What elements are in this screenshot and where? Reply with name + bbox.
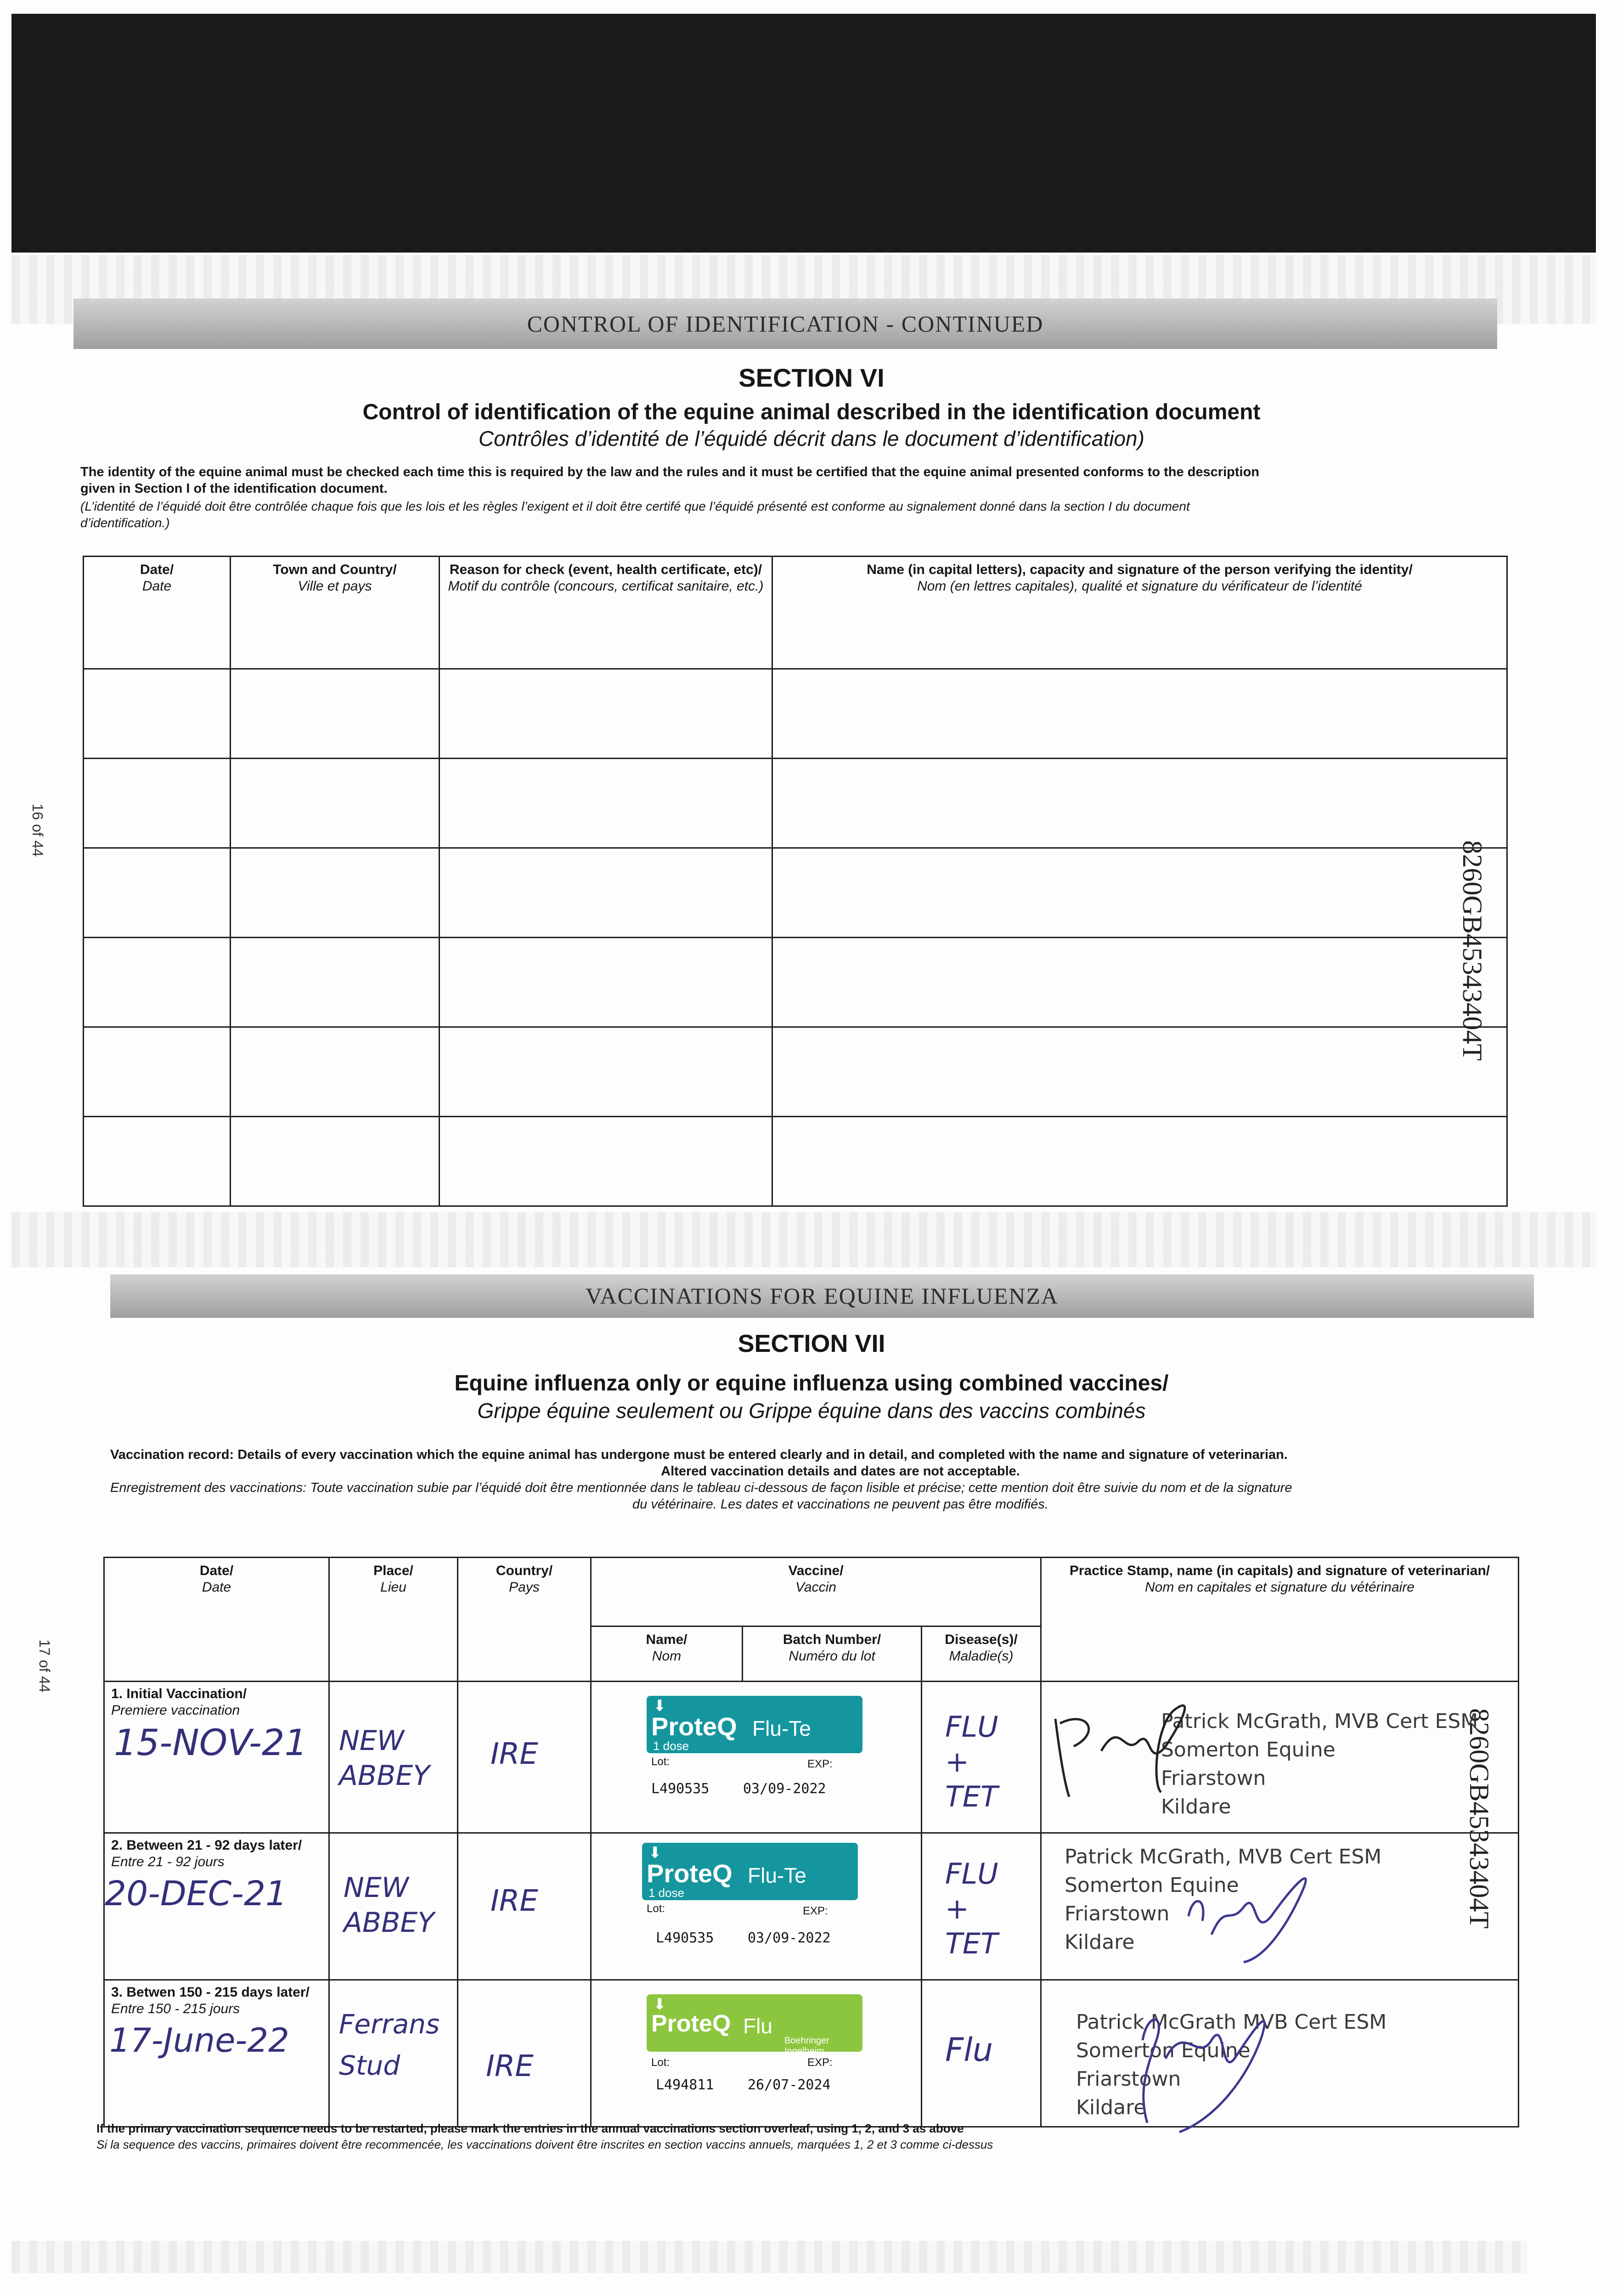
record-fr-label: Enregistrement des vaccinations: [110,1480,307,1495]
col-town-country: Town and Country/ Ville et pays [231,557,440,669]
row-place-cell [329,1682,458,1833]
handwritten-place: Ferrans Stud [339,2009,440,2081]
exp-label: EXP: [807,2056,833,2069]
intro-fr-line-2: d’identification.) [80,516,170,530]
header-stamp: Practice Stamp, name (in capitals) and signature of veterinarian/ Nom en capitales et signature du vétérinaire [1041,1558,1519,1682]
table-row [84,848,1507,938]
table-row [84,1027,1507,1117]
section6-banner: CONTROL OF IDENTIFICATION - CONTINUED [73,298,1497,349]
lot-number: L490535 [651,1781,710,1797]
altered-notice: Altered vaccination details and dates are not acceptable. [661,1464,1020,1479]
vaccination-row-2 [104,1833,1519,1980]
arrow-down-icon: ⬇ [653,1697,666,1715]
expiry-date: 03/09-2022 [748,1930,831,1946]
row-stamp-cell [1041,1980,1519,2127]
lot-number: L494811 [656,2077,714,2093]
header-place: Place/ Lieu [329,1558,458,1682]
handwritten-disease: FLU + TET [945,1857,998,1960]
row-country-cell [458,1980,591,2127]
handwritten-country: IRE [490,1737,538,1771]
vaccine-brand: ProteQ [651,2010,731,2037]
section6-intro [80,464,1504,497]
header-disease: Disease(s)/ Maladie(s) [922,1626,1041,1682]
vaccine-brand: ProteQ [647,1859,733,1888]
section7-title-fr: Grippe équine seulement ou Grippe équine dans des vaccins combinés [477,1399,1146,1423]
header-batch: Batch Number/ Numéro du lot [743,1626,922,1682]
section6-intro-fr [80,498,1504,531]
scan-fold [11,1212,1596,1267]
expiry-date: 26/07-2024 [748,2077,831,2093]
handwritten-disease: FLU + TET [945,1710,998,1813]
veterinarian-signature [1097,1985,1299,2141]
row-disease-cell [922,1833,1041,1980]
header-vaccine: Vaccine/ Vaccin [591,1558,1041,1626]
veterinarian-signature [1046,1691,1198,1811]
record-fr-text-2: du vétérinaire. Les dates et vaccinations ne peuvent pas être modifiés. [632,1497,1048,1512]
vaccine-dose: 1 dose [653,1739,689,1753]
header-vaccine-name: Name/ Nom [591,1626,743,1682]
col-reason: Reason for check (event, health certificate, etc)/ Motif du contrôle (concours, certificat sanitaire, etc.) [440,557,772,669]
section7-banner: VACCINATIONS FOR EQUINE INFLUENZA [110,1274,1534,1318]
vaccine-sticker-cell [591,1833,922,1980]
row-country-cell [458,1833,591,1980]
vaccine-sticker-cell [591,1980,922,2127]
lot-label: Lot: [651,2056,670,2069]
handwritten-country: IRE [486,2049,534,2083]
intro-line-2: given in Section I of the identification document. [80,481,388,496]
vaccine-sticker [647,1994,862,2056]
section6-title: Control of identification of the equine animal described in the identification document [362,400,1261,424]
col-verifier: Name (in capital letters), capacity and signature of the person verifying the identity/ Nom (en lettres capitales), qualité et signature du vérificateur de l’identité [772,557,1507,669]
vaccine-sticker-cell [591,1682,922,1833]
vaccination-record-notice [110,1446,1571,1513]
intro-line-1: The identity of the equine animal must be checked each time this is required by the law and the rules and it must be certified that the equine animal presented conforms to the description [80,465,1260,479]
row-disease-cell [922,1980,1041,2127]
vaccination-table [103,1557,1519,2127]
vaccine-brand: ProteQ [651,1712,737,1741]
lot-label: Lot: [647,1902,665,1915]
manufacturer-logo: Boehringer Ingelheim [784,2036,829,2056]
exp-label: EXP: [807,1758,833,1770]
document-code-top: 8260GB45343404T [1457,840,1488,1061]
exp-label: EXP: [803,1905,828,1917]
handwritten-place: NEW ABBEY [339,1725,430,1792]
practice-stamp: Patrick McGrath, MVB Cert ESM Somerton Equine Friarstown Kildare [1042,1682,1518,1821]
veterinarian-signature [1175,1847,1340,1967]
identity-check-table [83,556,1508,1207]
row-disease-cell [922,1682,1041,1833]
vaccine-name: Flu-Te [748,1863,806,1887]
practice-stamp: Patrick McGrath, MVB Cert ESM Somerton Equine Friarstown Kildare [1042,1834,1518,1957]
document-code-bottom: 8260GB45343404T [1464,1708,1494,1929]
arrow-down-icon: ⬇ [648,1844,662,1862]
row-date-cell: 3. Betwen 150 - 215 days later/ Entre 150 - 215 jours 17-June-22 [104,1980,329,2127]
record-text: Details of every vaccination which the equine animal has undergone must be entered clearly and in detail, and completed with the name and signature of veterinarian. [237,1447,1288,1462]
record-label: Vaccination record: [110,1447,234,1462]
vaccination-row-3 [104,1980,1519,2127]
row-country-cell [458,1682,591,1833]
handwritten-place: NEW ABBEY [344,1872,434,1939]
footnote: If the primary vaccination sequence needs to be restarted, please mark the entries in the annual vaccinations section overleaf, using 1, 2, and 3 as above [96,2122,964,2135]
vaccine-dose: 1 dose [648,1886,685,1900]
page-number-top: 16 of 44 [29,804,46,857]
table-row [84,1117,1507,1206]
table-row [84,938,1507,1027]
scan-bottom-edge [11,2241,1527,2273]
table-header-row [84,557,1507,669]
footnote-fr: Si la sequence des vaccins, primaires doivent être recommencée, les vaccinations doivent être inscrites en section vaccins annuels, marquées 1, 2 et 3 comme ci-dessus [96,2138,993,2151]
record-fr-text: Toute vaccination subie par l’équidé doit être mentionnée dans le tableau ci-dessous de façon lisible et précise; cette mention doit être suivie du nom et de la signature [310,1480,1292,1495]
handwritten-date: 15-NOV-21 [114,1722,308,1764]
expiry-date: 03/09-2022 [743,1781,826,1797]
page-number-bottom: 17 of 44 [36,1639,53,1693]
header-country: Country/ Pays [458,1558,591,1682]
handwritten-disease: Flu [945,2031,993,2069]
handwritten-country: IRE [490,1884,538,1918]
practice-stamp: Patrick McGrath MVB Cert ESM Somerton Equine Friarstown Kildare [1042,1981,1518,2122]
vaccine-name: Flu [743,2014,772,2038]
vaccine-sticker [642,1843,858,1900]
vaccine-name: Flu-Te [752,1716,811,1740]
lot-number: L490535 [656,1930,714,1946]
row-place-cell [329,1833,458,1980]
handwritten-date: 17-June-22 [109,2021,289,2060]
redacted-band [11,14,1596,253]
section7-title: Equine influenza only or equine influenza using combined vaccines/ [454,1371,1169,1396]
header-date: Date/ Date [104,1558,329,1682]
table-row [84,759,1507,848]
table-row [84,669,1507,759]
section6-heading: SECTION VI [738,363,885,392]
row-place-cell [329,1980,458,2127]
vaccination-row-1 [104,1682,1519,1833]
intro-fr-line-1: (L’identité de l’équidé doit être contrôlée chaque fois que les lois et les règles l’exigent et il doit être certifé que l’équidé présenté est conforme au signalement donné dans la section I du document [80,499,1190,513]
table-header-row [104,1558,1519,1626]
col-date: Date/ Date [84,557,231,669]
row-date-cell: 1. Initial Vaccination/ Premiere vaccination 15-NOV-21 [104,1682,329,1833]
row-date-cell: 2. Between 21 - 92 days later/ Entre 21 - 92 jours 20-DEC-21 [104,1833,329,1980]
arrow-down-icon: ⬇ [653,1996,666,2013]
section6-title-fr: Contrôles d’identité de l’équidé décrit dans le document d’identification) [479,427,1144,450]
row-stamp-cell [1041,1833,1519,1980]
handwritten-date: 20-DEC-21 [105,1874,287,1913]
vaccine-sticker [647,1696,862,1753]
row-stamp-cell [1041,1682,1519,1833]
lot-label: Lot: [651,1756,670,1768]
section7-heading: SECTION VII [738,1330,885,1357]
